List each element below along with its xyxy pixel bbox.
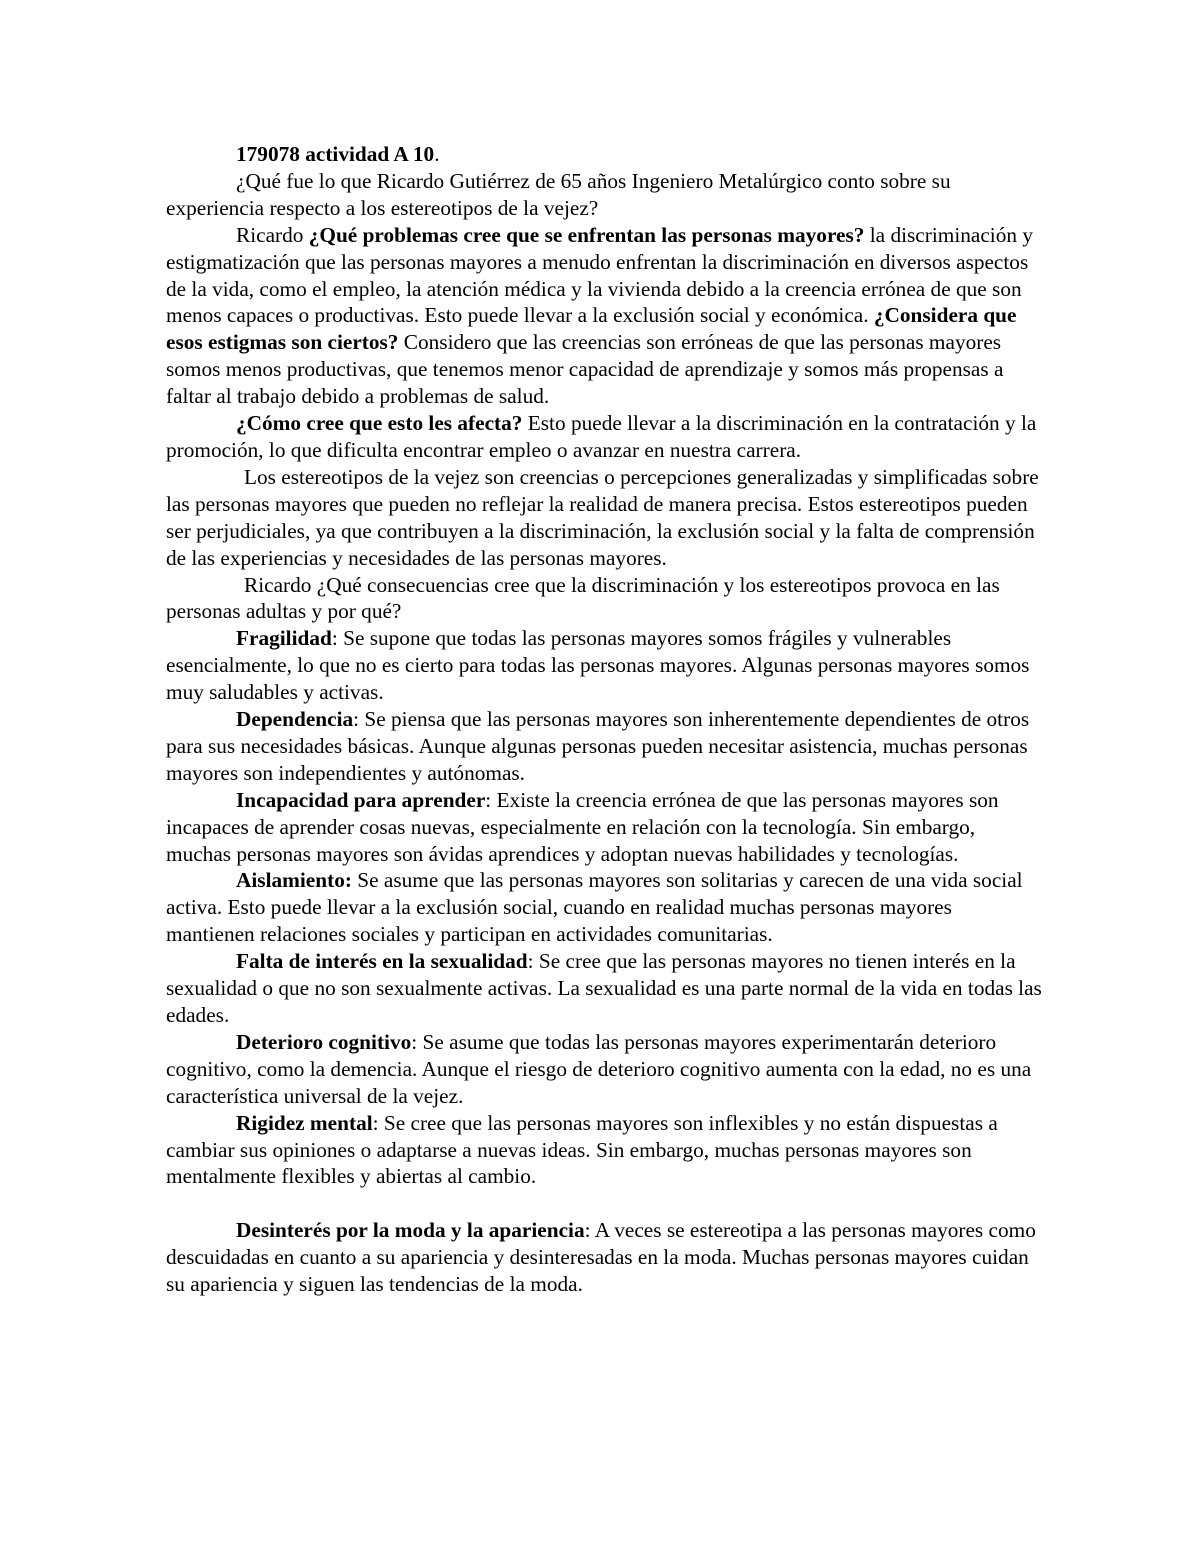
- term-text: A veces se estereotipa a las personas mayores como descuidadas en cuanto a su apariencia y desinteresadas en la moda. Muchas personas mayores cuidan su apariencia y siguen las tendencias de la moda.: [166, 1218, 1036, 1297]
- term-text: Se asume que todas las personas mayores experimentarán deterioro cognitivo, como la demencia. Aunque el riesgo de deterioro cognitivo aumenta con la edad, no es una característica universal de la vejez.: [166, 1029, 1032, 1108]
- term-text: Se piensa que las personas mayores son inherentemente dependientes de otros para sus necesidades básicas. Aunque algunas personas pueden necesitar asistencia, muchas personas mayores son independientes y autónomas.: [166, 707, 1030, 785]
- term-label: Deterioro cognitivo: [236, 1029, 412, 1054]
- list-item-fragilidad: [166, 625, 1042, 706]
- answer-problems: la discriminación y estigmatización que las personas mayores a menudo enfrentan la discriminación en diversos aspectos de la vida, como el empleo, la atención médica y la vivienda debido a la creencia errónea de que son menos capaces o productivas. Esto puede llevar a la exclusión social y económica.: [166, 222, 1033, 328]
- document-body: [166, 141, 1042, 1298]
- term-separator: :: [372, 1110, 379, 1135]
- list-item-rigidez: [166, 1110, 1042, 1191]
- paragraph-affect: [166, 410, 1042, 464]
- list-item-incapacidad: [166, 787, 1042, 868]
- answer-stigmas: Considero que las creencias son erróneas de que las personas mayores somos menos productivas, que tenemos menor capacidad de aprendizaje y somos más propensas a faltar al trabajo debido a problemas de salud.: [166, 330, 1004, 409]
- term-text: Se cree que las personas mayores son inflexibles y no están dispuestas a cambiar sus opiniones o adaptarse a nuevas ideas. Sin embargo, muchas personas mayores son mentalmente flexibles y abiertas al cambio.: [166, 1110, 998, 1189]
- paragraph-question-main: ¿Qué fue lo que Ricardo Gutiérrez de 65 años Ingeniero Metalúrgico conto sobre su experiencia respecto a los estereotipos de la vejez?: [166, 168, 951, 220]
- term-label: Falta de interés en la sexualidad: [236, 949, 528, 974]
- term-label: Dependencia: [236, 707, 354, 732]
- term-label: Aislamiento:: [236, 868, 352, 893]
- question-stigmas: ¿Considera que esos estigmas son ciertos?: [166, 303, 1017, 355]
- list-item-aislamiento: [166, 867, 1042, 948]
- term-separator: :: [485, 787, 492, 812]
- term-text: Se cree que las personas mayores no tienen interés en la sexualidad o que no son sexualmente activas. La sexualidad es una parte normal de la vida en todas las edades.: [166, 949, 1042, 1027]
- term-label: Incapacidad para aprender: [236, 787, 486, 812]
- term-separator: :: [411, 1029, 418, 1054]
- list-item-moda: [166, 1217, 1042, 1298]
- term-separator: :: [353, 707, 360, 732]
- answer-affect: Esto puede llevar a la discriminación en la contratación y la promoción, lo que dificulta encontrar empleo o avanzar en nuestra carrera.: [166, 411, 1037, 462]
- paragraph-stereotypes: Los estereotipos de la vejez son creencias o percepciones generalizadas y simplificadas sobre las personas mayores que pueden no reflejar la realidad de manera precisa. Estos estereotipos pueden ser perjudiciales, ya que contribuyen a la discriminación, la exclusión social y la falta de comprensión de las experiencias y necesidades de las personas mayores.: [166, 464, 1039, 570]
- term-separator: :: [331, 626, 338, 651]
- list-item-dependencia: [166, 706, 1042, 787]
- term-label: Rigidez mental: [236, 1110, 373, 1135]
- question-problems: ¿Qué problemas cree que se enfrentan las personas mayores?: [308, 222, 865, 247]
- term-text: Se supone que todas las personas mayores somos frágiles y vulnerables esencialmente, lo que no es cierto para todas las personas mayores. Algunas personas mayores somos muy saludables y activas.: [166, 626, 1030, 705]
- paragraph-lead: Ricardo: [236, 222, 309, 247]
- paragraph-consequences: Ricardo ¿Qué consecuencias cree que la discriminación y los estereotipos provoca en las personas adultas y por qué?: [166, 572, 1000, 624]
- term-separator: :: [584, 1218, 591, 1243]
- term-text: Se asume que las personas mayores son solitarias y carecen de una vida social activa. Esto puede llevar a la exclusión social, cuando en realidad muchas personas mayores mantienen relaciones sociales y participan en actividades comunitarias.: [166, 868, 1023, 947]
- question-affect: ¿Cómo cree que esto les afecta?: [236, 411, 523, 436]
- term-label: Fragilidad: [236, 626, 332, 651]
- title-tail: .: [434, 142, 440, 166]
- term-label: Desinterés por la moda y la apariencia: [236, 1218, 585, 1243]
- term-text: Existe la creencia errónea de que las personas mayores son incapaces de aprender cosas nuevas, especialmente en relación con la tecnología. Sin embargo, muchas personas mayores son ávidas aprendices y adoptan nuevas habilidades y tecnologías.: [166, 787, 999, 866]
- list-item-sexualidad: [166, 948, 1042, 1029]
- list-item-deterioro: [166, 1029, 1042, 1110]
- blank-line: [166, 1190, 1042, 1217]
- term-separator: :: [527, 949, 534, 974]
- paragraph-problems: [166, 222, 1042, 410]
- document-title: [166, 141, 1042, 168]
- title-text: 179078 actividad A 10: [236, 142, 435, 166]
